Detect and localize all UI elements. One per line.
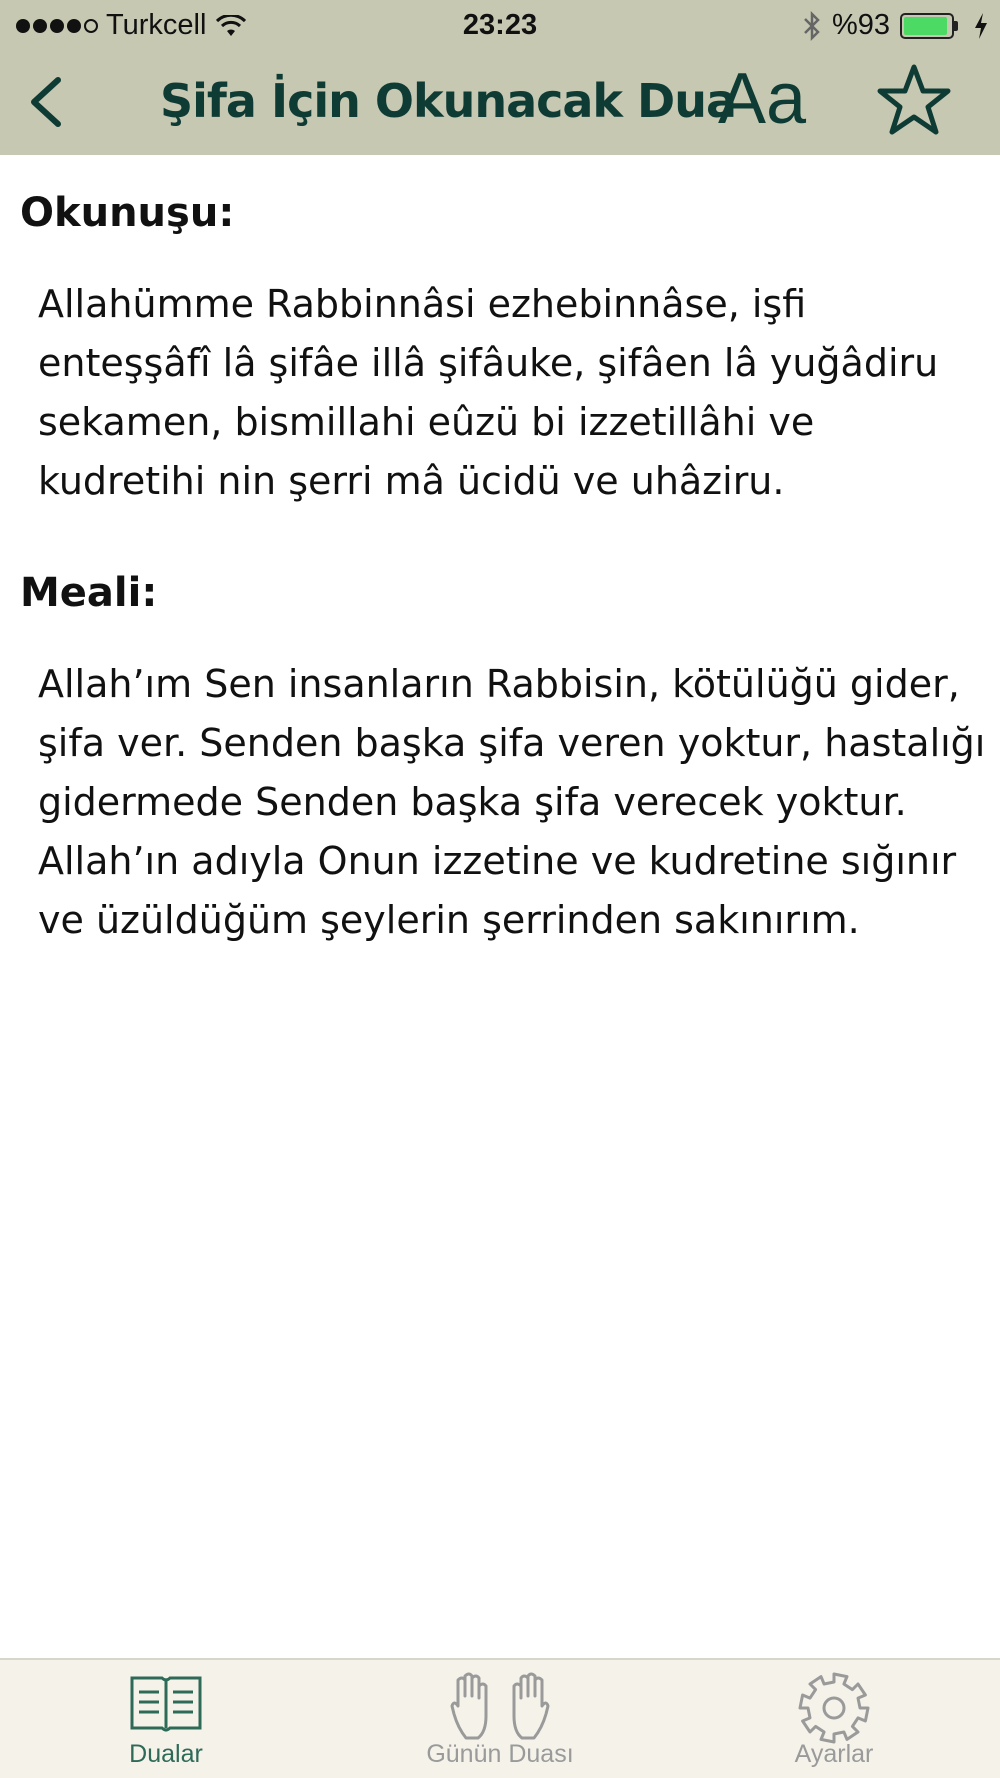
back-button[interactable] — [22, 72, 72, 132]
navigation-bar — [0, 50, 1000, 155]
meaning-heading: Meali: — [20, 570, 158, 616]
favorite-button[interactable] — [876, 62, 952, 138]
charging-bolt-icon — [974, 13, 988, 39]
battery-level — [904, 17, 947, 35]
page-title: Şifa İçin Okunacak Dua — [160, 74, 736, 128]
tab-label-gunun-duasi: Günün Duası — [426, 1740, 574, 1768]
tab-label-ayarlar: Ayarlar — [794, 1740, 874, 1768]
font-size-button[interactable]: Aa — [718, 59, 807, 139]
header — [0, 0, 1000, 155]
tab-ayarlar[interactable] — [734, 1660, 934, 1778]
battery-icon — [900, 13, 958, 39]
tab-dualar[interactable] — [66, 1660, 266, 1778]
tab-label-dualar: Dualar — [129, 1740, 203, 1768]
status-bar — [0, 0, 1000, 50]
reading-text: Allahümme Rabbinnâsi ezhebinnâse, işfi enteşşâfî lâ şifâe illâ şifâuke, şifâen lâ yuğâdiru sekamen, bismillahi eûzü bi izzetillâhi ve kudretihi nin şerri mâ ücidü ve uhâziru. — [38, 282, 939, 503]
battery-percent: %93 — [831, 9, 890, 41]
status-time: 23:23 — [462, 9, 538, 41]
status-right — [802, 9, 988, 42]
star-outline-icon — [876, 62, 952, 138]
book-icon — [128, 1670, 204, 1736]
reading-heading: Okunuşu: — [20, 190, 235, 236]
praying-hands-icon — [448, 1670, 552, 1742]
carrier-name: Turkcell — [106, 9, 207, 41]
bluetooth-icon — [802, 10, 822, 42]
meaning-text: Allah’ım Sen insanların Rabbisin, kötülüğü gider, şifa ver. Senden başka şifa veren yoktur, hastalığı gidermede Senden başka şifa verecek yoktur. Allah’ın adıyla Onun izzetine ve kudretine sığınır ve üzüldüğüm şeylerin şerrinden sakınırım. — [38, 662, 986, 942]
chevron-left-icon — [22, 72, 72, 132]
gear-icon — [796, 1670, 872, 1746]
tab-bar — [0, 1658, 1000, 1778]
tab-gunun-duasi[interactable] — [400, 1660, 600, 1778]
